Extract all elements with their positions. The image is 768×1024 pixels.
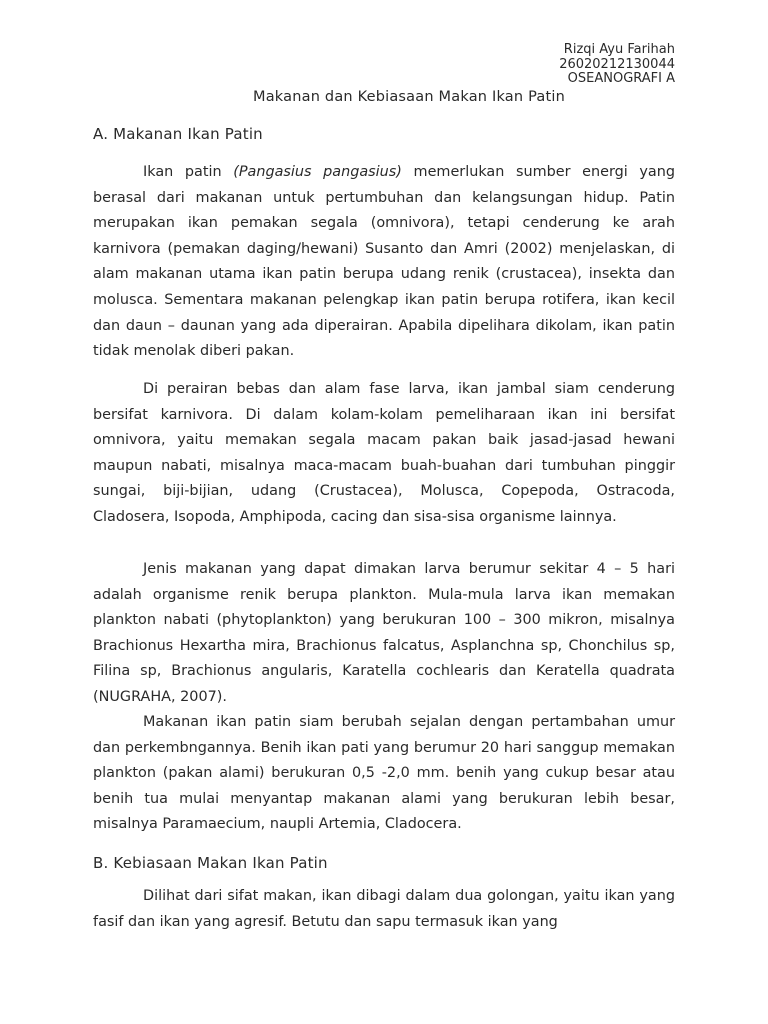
document-title: Makanan dan Kebiasaan Makan Ikan Patin [253, 89, 565, 105]
section-a-paragraph-3: Jenis makanan yang dapat dimakan larva berumur sekitar 4 – 5 hari adalah organisme renik berupa plankton. Mula-mula larva ikan memakan plankton nabati (phytoplankton) yang berukuran 100 – 300 mikron, misalnya Brachionus Hexartha mira, Brachionus falcatus, Asplanchna sp, Chonchilus sp, Filina sp, Brachionus angularis, Karatella cochlearis dan Keratella quadrata (NUGRAHA, 2007). [93, 561, 675, 705]
section-a-paragraph-2: Di perairan bebas dan alam fase larva, ikan jambal siam cenderung bersifat karnivora. Di dalam kolam-kolam pemeliharaan ikan ini bersifat omnivora, yaitu memakan segala macam pakan baik jasad-jasad hewani maupun nabati, misalnya maca-macam buah-buahan dari tumbuhan pinggir sungai, biji-bijian, udang (Crustacea), Molusca, Copepoda, Ostracoda, Cladosera, Isopoda, Amphipoda, cacing dan sisa-sisa organisme lainnya. [93, 381, 675, 525]
author-info [559, 43, 675, 87]
section-a-heading: A. Makanan Ikan Patin [93, 125, 263, 143]
paragraph-text: Ikan patin [143, 164, 234, 180]
species-name: (Pangasius pangasius) [233, 164, 402, 180]
section-a-paragraph-4: Makanan ikan patin siam berubah sejalan dengan pertambahan umur dan perkembngannya. Benih ikan pati yang berumur 20 hari sanggup memakan plankton (pakan alami) berukuran 0,5 -2,0 mm. benih yang cukup besar atau benih tua mulai menyantap makanan alami yang berukuran lebih besar, misalnya Paramaecium, naupli Artemia, Cladocera. [93, 714, 675, 833]
paragraph-text: memerlukan sumber energi yang berasal dari makanan untuk pertumbuhan dan kelangsungan hidup. Patin merupakan ikan pemakan segala (omnivora), tetapi cenderung ke arah karnivora (pemakan daging/hewani) Susanto dan Amri (2002) menjelaskan, di alam makanan utama ikan patin berupa udang renik (crustacea), insekta dan molusca. Sementara makanan pelengkap ikan patin berupa rotifera, ikan kecil dan daun – daunan yang ada diperairan. Apabila dipelihara dikolam, ikan patin tidak menolak diberi pakan. [93, 164, 675, 360]
section-b-paragraph-1: Dilihat dari sifat makan, ikan dibagi dalam dua golongan, yaitu ikan yang fasif dan ikan yang agresif. Betutu dan sapu termasuk ikan yang [93, 888, 675, 930]
author-name: Rizqi Ayu Farihah [563, 42, 675, 57]
student-id: 26020212130044 [559, 56, 675, 72]
section-b-heading: B. Kebiasaan Makan Ikan Patin [93, 854, 328, 872]
department: OSEANOGRAFI A [567, 71, 675, 86]
section-a-paragraph-1 [93, 160, 675, 365]
